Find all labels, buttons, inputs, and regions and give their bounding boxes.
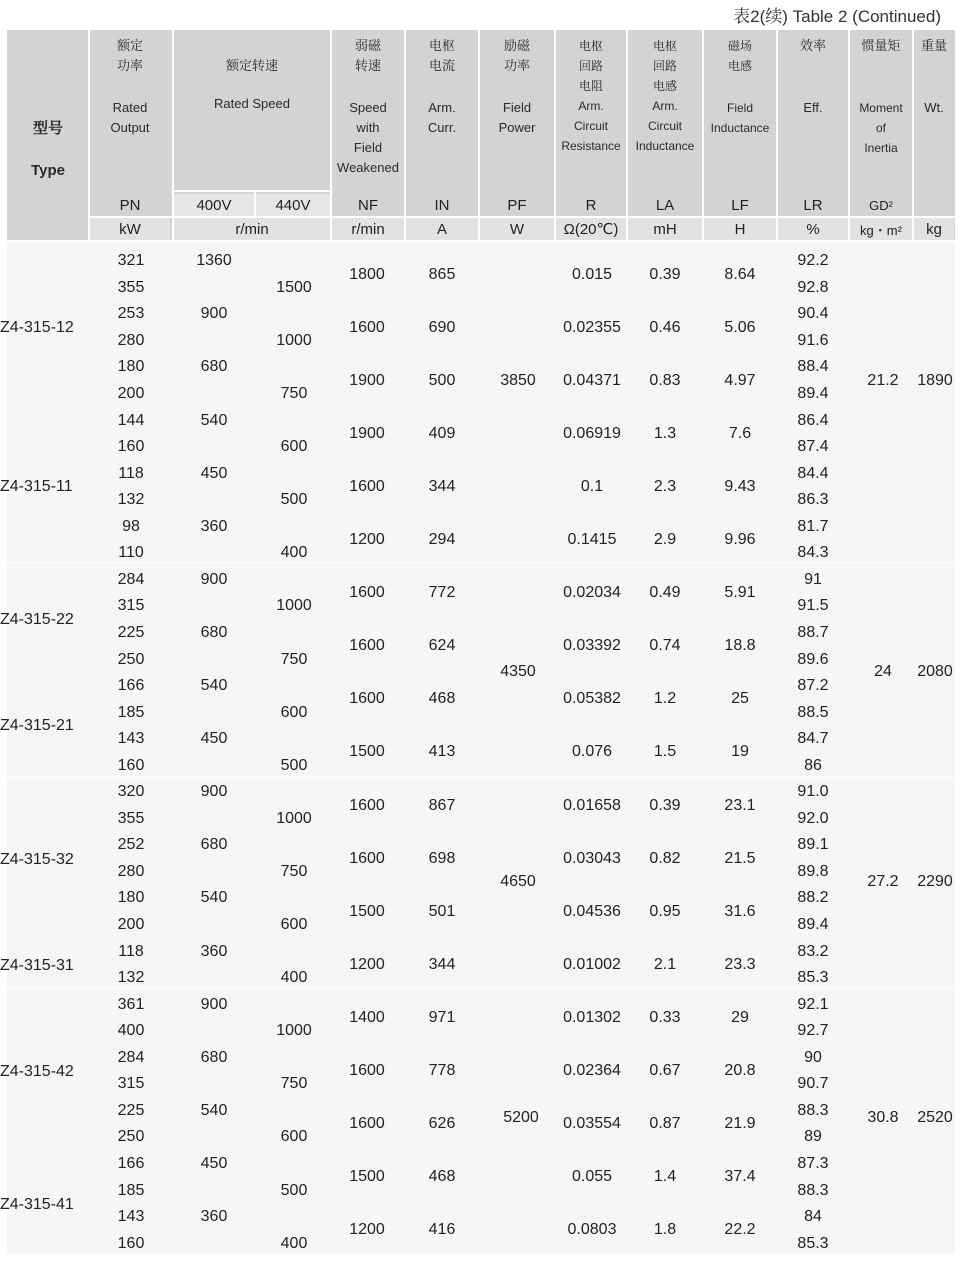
cell-resistance: 0.03554 — [563, 1115, 621, 1133]
cell-resistance: 0.055 — [571, 1168, 613, 1186]
unit-rmin-weak: r/min — [332, 218, 404, 240]
cell-speed-400v: 360 — [200, 517, 228, 535]
header-field-inductance: 磁场 电感 Field Inductance — [710, 39, 770, 135]
group-separator — [7, 988, 955, 989]
cell-field-inductance: 18.8 — [724, 637, 756, 655]
cell-speed-field-weakened: 1200 — [349, 531, 385, 549]
header-speed-field-weakened: 弱磁 转速 Speed with Field Weakened — [337, 38, 399, 175]
cell-type: Z4-315-21 — [0, 717, 74, 734]
cell-rated-output: 110 — [118, 544, 144, 562]
cell-speed-field-weakened: 1200 — [349, 1221, 385, 1239]
cell-arm-inductance: 0.46 — [649, 318, 681, 336]
cell-arm-current: 409 — [428, 424, 456, 442]
cell-rated-output: 132 — [117, 969, 145, 987]
cell-field-inductance: 9.43 — [724, 477, 756, 495]
cell-field-inductance: 29 — [731, 1008, 749, 1026]
cell-speed-field-weakened: 1900 — [349, 424, 385, 442]
cell-field-inductance: 37.4 — [724, 1168, 756, 1186]
cell-rated-output: 252 — [117, 836, 145, 854]
cell-moment-of-inertia: 27.2 — [867, 873, 899, 890]
cell-efficiency: 89.6 — [797, 650, 829, 668]
cell-resistance: 0.03392 — [563, 637, 621, 655]
cell-rated-output: 320 — [117, 783, 145, 801]
unit-w: W — [480, 218, 554, 240]
cell-resistance: 0.02034 — [563, 584, 621, 602]
cell-speed-440v: 1000 — [276, 1022, 312, 1040]
cell-rated-output: 118 — [118, 942, 144, 960]
cell-efficiency: 92.2 — [797, 252, 829, 270]
cell-weight: 2520 — [917, 1109, 953, 1126]
cell-efficiency: 91.6 — [797, 331, 829, 349]
cell-rated-output: 118 — [118, 464, 144, 482]
cell-efficiency: 88.2 — [797, 889, 829, 907]
cell-efficiency: 88.3 — [797, 1181, 829, 1199]
cell-efficiency: 88.3 — [797, 1101, 829, 1119]
cell-rated-output: 98 — [122, 517, 140, 535]
group-separator — [7, 562, 955, 563]
cell-field-inductance: 4.97 — [724, 371, 756, 389]
symbol-pf: PF — [507, 196, 527, 214]
cell-efficiency: 89.8 — [797, 862, 829, 880]
cell-efficiency: 91.0 — [797, 783, 829, 801]
cell-arm-inductance: 1.3 — [653, 424, 677, 442]
symbol-la: LA — [655, 196, 675, 214]
cell-resistance: 0.1415 — [567, 531, 617, 549]
cell-speed-400v: 680 — [200, 836, 228, 854]
cell-arm-current: 344 — [428, 477, 456, 495]
cell-rated-output: 200 — [117, 916, 145, 934]
cell-arm-inductance: 0.83 — [649, 371, 681, 389]
cell-arm-inductance: 0.95 — [649, 902, 681, 920]
cell-speed-400v: 360 — [200, 1208, 228, 1226]
cell-arm-inductance: 1.5 — [653, 743, 677, 761]
cell-field-power: 3850 — [500, 372, 536, 389]
cell-speed-400v: 450 — [200, 1154, 228, 1172]
cell-field-inductance: 9.96 — [724, 531, 756, 549]
header-weight: 重量 Wt. — [920, 38, 947, 115]
cell-rated-output: 250 — [117, 650, 145, 668]
cell-speed-440v: 1000 — [276, 809, 312, 827]
cell-speed-400v: 540 — [200, 411, 228, 429]
cell-efficiency: 88.5 — [797, 703, 829, 721]
cell-speed-400v: 540 — [200, 1101, 228, 1119]
cell-resistance: 0.01658 — [563, 796, 621, 814]
cell-resistance: 0.06919 — [563, 424, 621, 442]
cell-field-inductance: 23.3 — [724, 955, 756, 973]
cell-rated-output: 284 — [117, 1048, 145, 1066]
cell-arm-current: 626 — [428, 1115, 456, 1133]
cell-resistance: 0.076 — [571, 743, 613, 761]
cell-efficiency: 92.0 — [797, 809, 829, 827]
cell-speed-field-weakened: 1600 — [349, 637, 385, 655]
cell-resistance: 0.04536 — [563, 902, 621, 920]
cell-field-inductance: 25 — [731, 690, 749, 708]
cell-efficiency: 89.4 — [797, 916, 829, 934]
symbol-lr: LR — [803, 196, 823, 214]
cell-rated-output: 143 — [117, 730, 145, 748]
cell-speed-field-weakened: 1900 — [349, 371, 385, 389]
cell-arm-current: 344 — [428, 955, 456, 973]
cell-arm-current: 690 — [428, 318, 456, 336]
cell-field-inductance: 8.64 — [724, 265, 756, 283]
cell-speed-400v: 900 — [200, 995, 228, 1013]
cell-efficiency: 87.2 — [797, 677, 829, 695]
cell-speed-440v: 600 — [280, 916, 308, 934]
cell-field-inductance: 21.9 — [724, 1115, 756, 1133]
cell-rated-output: 400 — [117, 1022, 145, 1040]
cell-rated-output: 253 — [117, 305, 145, 323]
cell-speed-field-weakened: 1600 — [349, 690, 385, 708]
cell-arm-inductance: 1.2 — [653, 690, 677, 708]
header-efficiency: 效率 Eff. — [799, 38, 826, 115]
cell-speed-440v: 400 — [280, 969, 308, 987]
cell-rated-output: 355 — [117, 278, 145, 296]
cell-speed-400v: 1360 — [196, 252, 232, 270]
cell-arm-inductance: 0.33 — [649, 1008, 681, 1026]
cell-rated-output: 160 — [117, 756, 145, 774]
cell-speed-440v: 500 — [280, 1181, 308, 1199]
unit-percent: % — [778, 218, 848, 240]
cell-resistance: 0.05382 — [563, 690, 621, 708]
table-caption: 表2(续) Table 2 (Continued) — [733, 7, 941, 26]
unit-kgm2: kg・m² — [850, 218, 912, 240]
header-field-power: 励磁 功率 Field Power — [498, 38, 536, 135]
cell-field-power: 4350 — [500, 663, 536, 680]
cell-rated-output: 143 — [117, 1208, 145, 1226]
cell-rated-output: 250 — [117, 1128, 145, 1146]
cell-speed-400v: 900 — [200, 305, 228, 323]
cell-arm-current: 468 — [428, 690, 456, 708]
symbol-440v: 440V — [256, 194, 330, 216]
cell-arm-current: 413 — [428, 743, 456, 761]
cell-rated-output: 225 — [117, 623, 145, 641]
cell-rated-output: 180 — [117, 889, 145, 907]
cell-arm-current: 698 — [428, 849, 456, 867]
cell-type: Z4-315-22 — [0, 611, 74, 628]
cell-arm-inductance: 0.82 — [649, 849, 681, 867]
cell-speed-440v: 600 — [280, 1128, 308, 1146]
cell-rated-output: 166 — [117, 677, 145, 695]
cell-efficiency: 86.4 — [797, 411, 829, 429]
cell-speed-440v: 750 — [280, 1075, 308, 1093]
cell-speed-440v: 400 — [280, 544, 308, 562]
cell-efficiency: 89.4 — [797, 385, 829, 403]
cell-efficiency: 90 — [804, 1048, 822, 1066]
cell-efficiency: 92.7 — [797, 1022, 829, 1040]
cell-speed-440v: 1000 — [276, 331, 312, 349]
cell-resistance: 0.01002 — [563, 955, 621, 973]
cell-arm-current: 468 — [428, 1168, 456, 1186]
cell-resistance: 0.1 — [580, 477, 604, 495]
cell-rated-output: 225 — [117, 1101, 145, 1119]
cell-arm-current: 294 — [428, 531, 456, 549]
symbol-in: IN — [434, 196, 450, 214]
cell-efficiency: 90.7 — [797, 1075, 829, 1093]
cell-arm-inductance: 2.9 — [653, 531, 677, 549]
header-type: 型号 Type — [31, 120, 65, 179]
cell-arm-current: 865 — [428, 265, 456, 283]
cell-efficiency: 87.4 — [797, 438, 829, 456]
unit-ohm: Ω(20℃) — [556, 218, 626, 240]
cell-speed-400v: 540 — [200, 889, 228, 907]
cell-rated-output: 200 — [117, 385, 145, 403]
cell-moment-of-inertia: 24 — [874, 663, 892, 680]
cell-speed-400v: 450 — [200, 730, 228, 748]
cell-efficiency: 83.2 — [797, 942, 829, 960]
cell-efficiency: 87.3 — [797, 1154, 829, 1172]
cell-efficiency: 84.7 — [797, 730, 829, 748]
cell-speed-400v: 540 — [200, 677, 228, 695]
cell-field-inductance: 5.06 — [724, 318, 756, 336]
cell-arm-current: 867 — [428, 796, 456, 814]
unit-mh: mH — [628, 218, 702, 240]
cell-speed-field-weakened: 1500 — [349, 743, 385, 761]
cell-arm-inductance: 0.87 — [649, 1115, 681, 1133]
cell-efficiency: 88.7 — [797, 623, 829, 641]
cell-arm-inductance: 0.74 — [649, 637, 681, 655]
cell-speed-field-weakened: 1600 — [349, 477, 385, 495]
cell-efficiency: 90.4 — [797, 305, 829, 323]
cell-resistance: 0.04371 — [563, 371, 621, 389]
symbol-400v: 400V — [174, 194, 254, 216]
cell-speed-440v: 750 — [280, 385, 308, 403]
symbol-r: R — [585, 196, 597, 214]
group-separator — [7, 777, 955, 778]
cell-rated-output: 185 — [117, 703, 145, 721]
cell-speed-400v: 680 — [200, 1048, 228, 1066]
cell-speed-field-weakened: 1600 — [349, 796, 385, 814]
symbol-pn: PN — [119, 196, 141, 214]
cell-type: Z4-315-42 — [0, 1063, 74, 1080]
cell-arm-current: 500 — [428, 371, 456, 389]
cell-efficiency: 81.7 — [797, 517, 829, 535]
cell-arm-inductance: 1.4 — [653, 1168, 677, 1186]
cell-efficiency: 92.1 — [797, 995, 829, 1013]
cell-speed-400v: 900 — [200, 783, 228, 801]
header-moment-of-inertia: 惯量矩 Moment of Inertia — [859, 38, 903, 155]
cell-arm-inductance: 0.49 — [649, 584, 681, 602]
cell-rated-output: 361 — [117, 995, 145, 1013]
symbol-lf: LF — [731, 196, 749, 214]
cell-rated-output: 280 — [117, 331, 145, 349]
header-arm-circuit-resistance: 电枢 回路 电阻 Arm. Circuit Resistance — [561, 39, 621, 153]
cell-arm-current: 416 — [428, 1221, 456, 1239]
unit-kw: kW — [90, 218, 170, 240]
cell-type: Z4-315-32 — [0, 851, 74, 868]
cell-speed-440v: 1500 — [276, 278, 312, 296]
cell-rated-output: 284 — [117, 570, 145, 588]
cell-speed-field-weakened: 1500 — [349, 902, 385, 920]
cell-speed-400v: 900 — [200, 570, 228, 588]
cell-efficiency: 89 — [804, 1128, 822, 1146]
symbol-nf: NF — [358, 196, 378, 214]
cell-type: Z4-315-11 — [0, 478, 73, 495]
cell-field-inductance: 19 — [731, 743, 749, 761]
cell-resistance: 0.02364 — [563, 1062, 621, 1080]
cell-speed-400v: 360 — [200, 942, 228, 960]
cell-arm-inductance: 0.67 — [649, 1062, 681, 1080]
cell-arm-current: 971 — [428, 1008, 456, 1026]
cell-speed-440v: 600 — [280, 703, 308, 721]
cell-efficiency: 85.3 — [797, 1234, 829, 1252]
cell-arm-current: 501 — [428, 902, 456, 920]
cell-rated-output: 355 — [117, 809, 145, 827]
cell-arm-inductance: 0.39 — [649, 265, 681, 283]
cell-rated-output: 166 — [117, 1154, 145, 1172]
cell-field-inductance: 5.91 — [724, 584, 756, 602]
cell-arm-inductance: 2.3 — [653, 477, 677, 495]
cell-efficiency: 86 — [804, 756, 822, 774]
cell-rated-output: 160 — [117, 438, 145, 456]
cell-rated-output: 160 — [117, 1234, 145, 1252]
cell-rated-output: 180 — [117, 358, 145, 376]
unit-kg: kg — [914, 218, 954, 240]
cell-efficiency: 91.5 — [797, 597, 829, 615]
unit-h: H — [704, 218, 776, 240]
cell-speed-440v: 750 — [280, 650, 308, 668]
cell-arm-current: 772 — [428, 584, 456, 602]
cell-speed-field-weakened: 1600 — [349, 1115, 385, 1133]
cell-speed-440v: 600 — [280, 438, 308, 456]
cell-resistance: 0.02355 — [563, 318, 621, 336]
cell-arm-inductance: 0.39 — [649, 796, 681, 814]
cell-field-inductance: 21.5 — [724, 849, 756, 867]
cell-efficiency: 92.8 — [797, 278, 829, 296]
cell-speed-440v: 500 — [280, 491, 308, 509]
cell-resistance: 0.015 — [571, 265, 613, 283]
cell-rated-output: 185 — [117, 1181, 145, 1199]
cell-resistance: 0.0803 — [567, 1221, 617, 1239]
cell-field-power: 5200 — [503, 1109, 539, 1126]
cell-arm-inductance: 1.8 — [653, 1221, 677, 1239]
cell-moment-of-inertia: 30.8 — [867, 1109, 899, 1126]
cell-rated-output: 315 — [117, 597, 145, 615]
cell-efficiency: 91 — [804, 570, 822, 588]
cell-efficiency: 85.3 — [797, 969, 829, 987]
cell-arm-current: 778 — [428, 1062, 456, 1080]
cell-type: Z4-315-31 — [0, 957, 74, 974]
cell-arm-inductance: 2.1 — [653, 955, 677, 973]
cell-field-inductance: 22.2 — [724, 1221, 756, 1239]
cell-efficiency: 84.4 — [797, 464, 829, 482]
cell-speed-440v: 400 — [280, 1234, 308, 1252]
cell-weight: 1890 — [917, 372, 953, 389]
header-arm-current: 电枢 电流 Arm. Curr. — [427, 38, 457, 135]
header-arm-circuit-inductance: 电枢 回路 电感 Arm. Circuit Inductance — [635, 39, 695, 153]
cell-speed-400v: 680 — [200, 623, 228, 641]
cell-moment-of-inertia: 21.2 — [867, 372, 899, 389]
cell-type: Z4-315-12 — [0, 319, 74, 336]
cell-field-inductance: 7.6 — [728, 424, 752, 442]
unit-rmin: r/min — [174, 218, 330, 240]
cell-speed-field-weakened: 1200 — [349, 955, 385, 973]
cell-speed-field-weakened: 1800 — [349, 265, 385, 283]
cell-efficiency: 84.3 — [797, 544, 829, 562]
unit-a: A — [406, 218, 478, 240]
cell-rated-output: 321 — [117, 252, 145, 270]
cell-field-inductance: 23.1 — [724, 796, 756, 814]
cell-weight: 2080 — [917, 663, 953, 680]
cell-speed-440v: 750 — [280, 862, 308, 880]
cell-efficiency: 84 — [804, 1208, 822, 1226]
cell-rated-output: 280 — [117, 862, 145, 880]
cell-speed-field-weakened: 1600 — [349, 1062, 385, 1080]
cell-rated-output: 144 — [117, 411, 145, 429]
cell-efficiency: 89.1 — [797, 836, 829, 854]
cell-field-inductance: 20.8 — [724, 1062, 756, 1080]
cell-speed-field-weakened: 1500 — [349, 1168, 385, 1186]
cell-speed-field-weakened: 1600 — [349, 584, 385, 602]
cell-speed-field-weakened: 1600 — [349, 849, 385, 867]
cell-rated-output: 132 — [117, 491, 145, 509]
cell-efficiency: 88.4 — [797, 358, 829, 376]
cell-field-power: 4650 — [500, 873, 536, 890]
cell-speed-field-weakened: 1400 — [349, 1008, 385, 1026]
cell-weight: 2290 — [917, 873, 953, 890]
cell-resistance: 0.03043 — [563, 849, 621, 867]
symbol-gd2: GD² — [869, 197, 893, 213]
cell-speed-field-weakened: 1600 — [349, 318, 385, 336]
cell-type: Z4-315-41 — [0, 1196, 74, 1213]
header-rated-output: 额定 功率 Rated Output — [110, 38, 150, 135]
cell-efficiency: 86.3 — [797, 491, 829, 509]
header-rated-speed: 额定转速 Rated Speed — [214, 58, 290, 111]
cell-arm-current: 624 — [428, 637, 456, 655]
cell-field-inductance: 31.6 — [724, 902, 756, 920]
cell-rated-output: 315 — [117, 1075, 145, 1093]
cell-speed-400v: 680 — [200, 358, 228, 376]
cell-speed-440v: 500 — [280, 756, 308, 774]
cell-speed-440v: 1000 — [276, 597, 312, 615]
cell-resistance: 0.01302 — [563, 1008, 621, 1026]
cell-speed-400v: 450 — [200, 464, 228, 482]
